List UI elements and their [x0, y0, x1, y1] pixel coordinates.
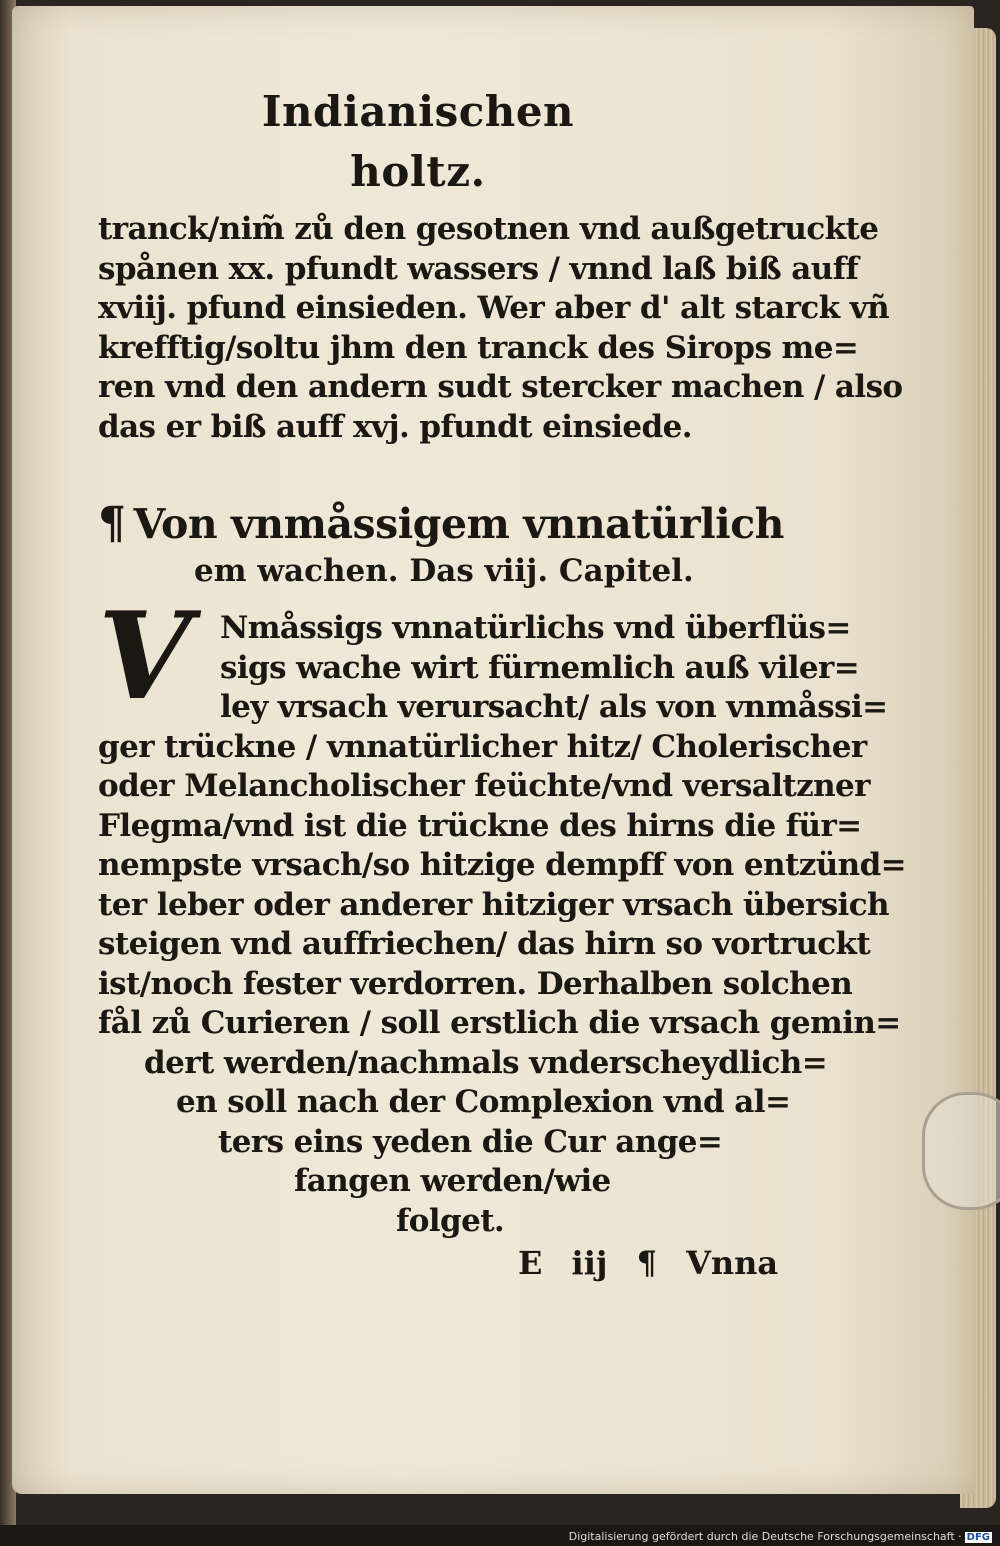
- text-line: tranck/nim̃ zů den gesotnen vnd außgetruckte: [98, 211, 879, 247]
- signature-mark: E iij: [518, 1244, 608, 1282]
- drop-cap: V: [98, 586, 192, 727]
- signature-line: [98, 1241, 778, 1285]
- text-line: ter leber oder anderer hitziger vrsach übersich: [98, 886, 889, 923]
- text-line: folget.: [396, 1202, 505, 1239]
- text-line: ters eins yeden die Cur ange=: [218, 1123, 723, 1160]
- text-line: ger trückne / vnnatürlicher hitz/ Cholerischer: [98, 728, 867, 765]
- text-line: oder Melancholischer feüchte/vnd versaltzner: [98, 768, 870, 804]
- chapter-subheading: em wachen. Das viij. Capitel.: [194, 553, 694, 589]
- paragraph-2: [98, 586, 907, 1241]
- text-line: en soll nach der Complexion vnd al=: [176, 1084, 791, 1120]
- running-head: Indianischen holtz.: [261, 87, 575, 196]
- text-line: xviij. pfund einsieden. Wer aber d' alt starck vñ: [98, 290, 890, 326]
- page-clip: [922, 1092, 1000, 1210]
- text-line: das er biß auff xvj. pfundt einsiede.: [98, 408, 692, 445]
- text-line: nempste vrsach/so hitzige dempff von entzünd=: [98, 847, 907, 883]
- page-text: [98, 82, 907, 1285]
- pilcrow-icon: ¶: [98, 498, 126, 549]
- text-line: fangen werden/wie: [294, 1163, 611, 1199]
- text-line: Nmåssigs vnnatürlichs vnd überflüs=: [220, 610, 851, 646]
- dfg-logo: DFG: [966, 1532, 990, 1543]
- paragraph-1: [98, 210, 903, 447]
- text-line: steigen vnd auffriechen/ das hirn so vortruckt: [98, 926, 871, 962]
- catchword: ¶ Vnna: [636, 1244, 779, 1282]
- text-line: Flegma/vnd ist die trückne des hirns die für=: [98, 807, 862, 844]
- text-line: ist/noch fester verdorren. Derhalben solchen: [98, 965, 853, 1002]
- digitization-footer: [569, 1530, 992, 1543]
- footer-text: Digitalisierung gefördert durch die Deutsche Forschungsgemeinschaft ·: [568, 1530, 962, 1543]
- text-line: ren vnd den andern sudt stercker machen / also: [98, 369, 903, 405]
- text-line: fål zů Curieren / soll erstlich die vrsach gemin=: [98, 1005, 901, 1041]
- text-line: spånen xx. pfundt wassers / vnnd laß biß auff: [98, 250, 859, 287]
- text-line: krefftig/soltu jhm den tranck des Sirops me=: [98, 329, 859, 366]
- text-line: sigs wache wirt fürnemlich auß viler=: [220, 649, 860, 686]
- text-line: ley vrsach verursacht/ als von vnmåssi=: [220, 689, 888, 725]
- chapter-heading: [98, 497, 784, 551]
- text-line: dert werden/nachmals vnderscheydlich=: [144, 1044, 828, 1081]
- chapter-title: Von vnmåssigem vnnatürlich: [133, 500, 784, 548]
